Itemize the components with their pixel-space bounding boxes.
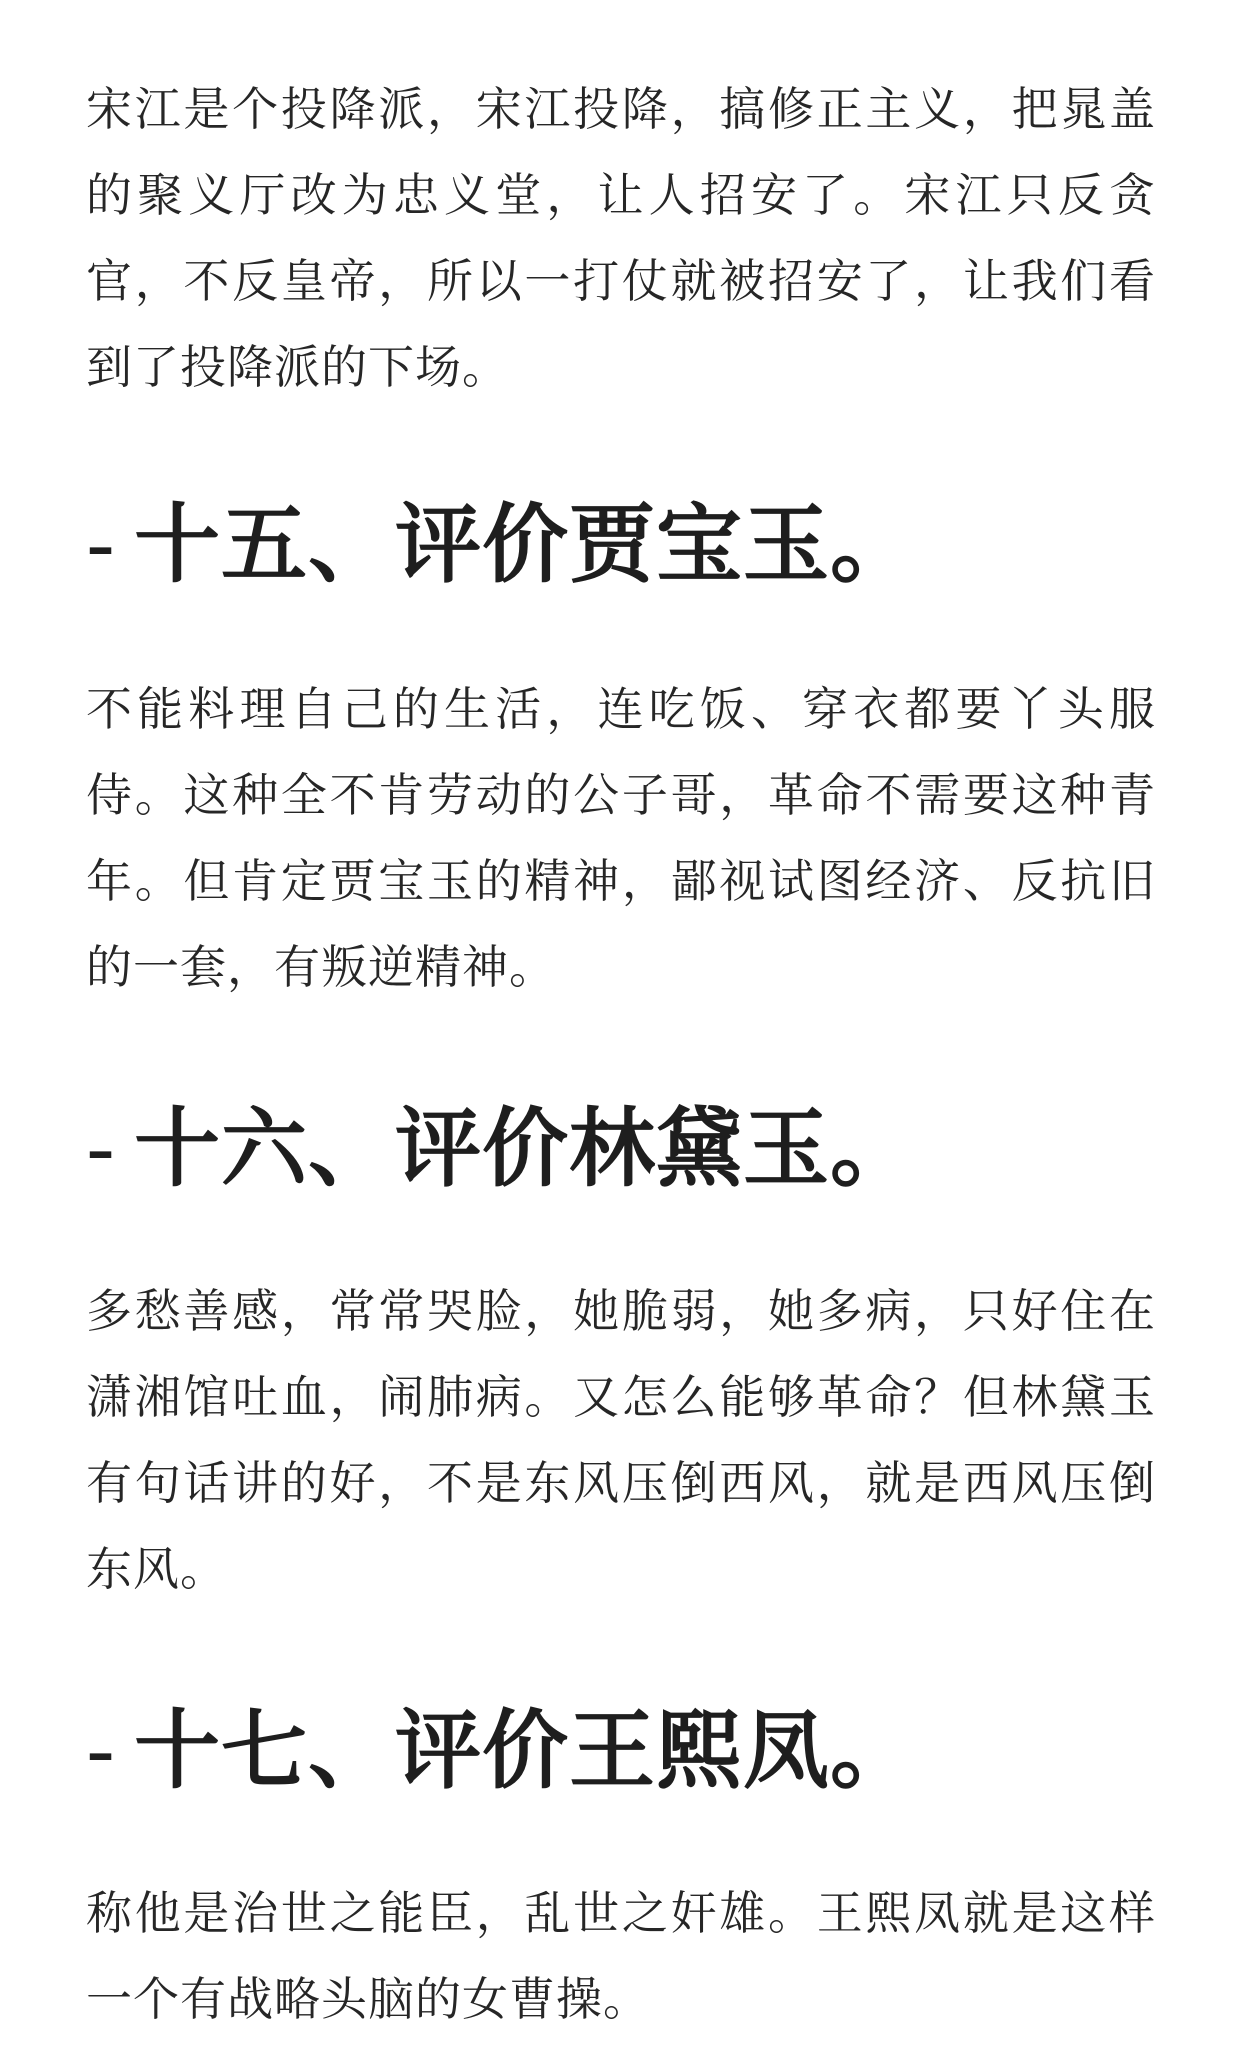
intro-paragraph: 宋江是个投降派，宋江投降，搞修正主义，把晁盖的聚义厅改为忠义堂，让人招安了。宋江只反贪官，不反皇帝，所以一打仗就被招安了，让我们看到了投降派的下场。 — [86, 82, 1156, 394]
heading-bullet: - — [86, 495, 117, 595]
section-heading-wang-xifeng — [86, 1696, 1156, 1806]
heading-bullet: - — [86, 1701, 117, 1801]
section-heading-lin-daiyu — [86, 1094, 1156, 1204]
heading-title: 十六、评价林黛玉。 — [134, 1098, 918, 1199]
heading-title: 十五、评价贾宝玉。 — [134, 494, 918, 595]
section-heading-jia-baoyu — [86, 490, 1156, 600]
heading-title: 十七、评价王熙凤。 — [134, 1700, 918, 1801]
section-body-lin-daiyu: 多愁善感，常常哭脸，她脆弱，她多病，只好住在潇湘馆吐血，闹肺病。又怎么能够革命？但林黛玉有句话讲的好，不是东风压倒西风，就是西风压倒东风。 — [86, 1284, 1156, 1596]
section-body-jia-baoyu: 不能料理自己的生活，连吃饭、穿衣都要丫头服侍。这种全不肯劳动的公子哥，革命不需要这种青年。但肯定贾宝玉的精神，鄙视试图经济、反抗旧的一套，有叛逆精神。 — [86, 682, 1156, 994]
heading-bullet: - — [86, 1099, 117, 1199]
section-body-wang-xifeng: 称他是治世之能臣，乱世之奸雄。王熙凤就是这样一个有战略头脑的女曹操。 — [86, 1886, 1156, 2026]
